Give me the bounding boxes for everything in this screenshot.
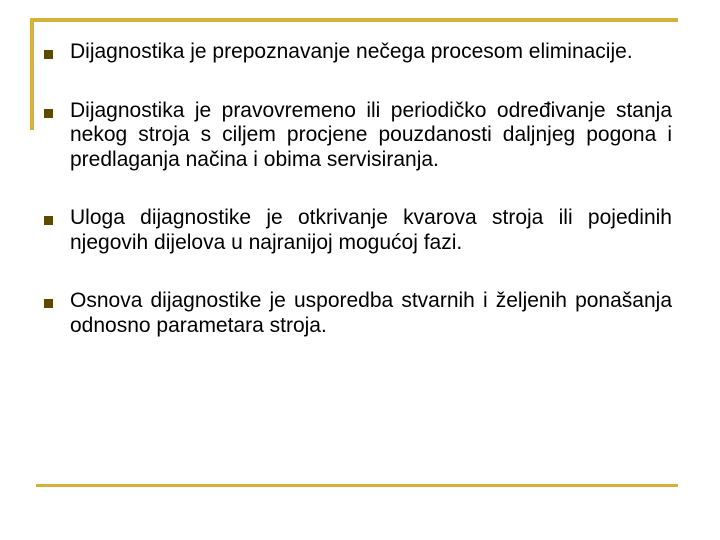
square-bullet-icon (44, 50, 53, 59)
bullet-item (36, 40, 672, 65)
square-bullet-icon (44, 299, 53, 308)
bullet-item (36, 289, 672, 338)
bullet-item (36, 99, 672, 173)
bullet-list (36, 40, 672, 338)
bullet-text: Dijagnostika je prepoznavanje nečega procesom eliminacije. (70, 40, 633, 63)
bullet-text: Osnova dijagnostike je usporedba stvarnih i željenih ponašanja odnosno parametara stroja. (70, 289, 672, 337)
square-bullet-icon (44, 216, 53, 225)
bullet-text: Dijagnostika je pravovremeno ili periodičko određivanje stanja nekog stroja s ciljem procjene pouzdanosti daljnjeg pogona i predlaganja načina i obima servisiranja. (70, 98, 672, 171)
bullet-item (36, 206, 672, 255)
frame-left-rule (30, 18, 34, 130)
bullet-text: Uloga dijagnostike je otkrivanje kvarova stroja ili pojedinih njegovih dijelova u najranijoj mogućoj fazi. (70, 206, 672, 254)
frame-bottom-rule (36, 484, 678, 487)
square-bullet-icon (44, 109, 53, 118)
frame-top-rule (30, 18, 678, 22)
